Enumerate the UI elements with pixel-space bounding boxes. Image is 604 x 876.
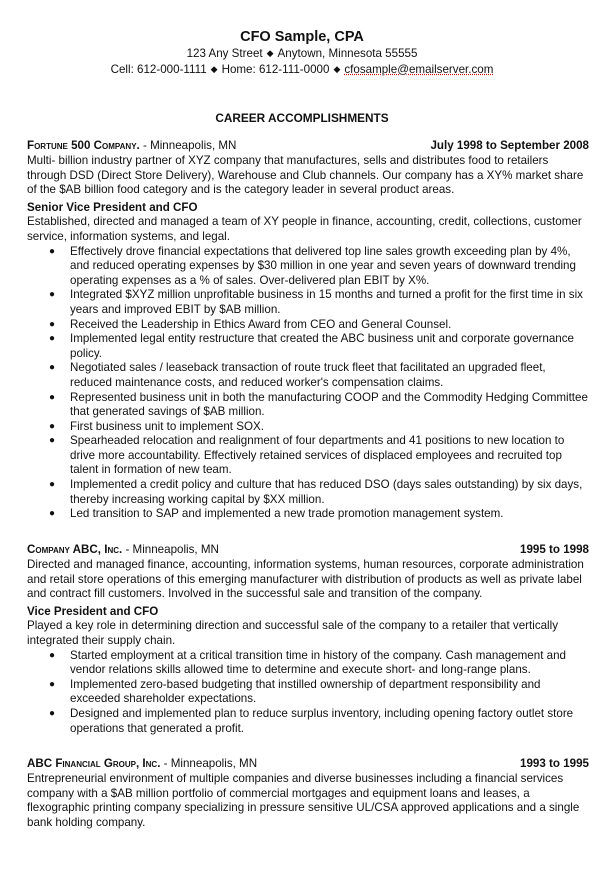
- job-dates: 1995 to 1998: [520, 543, 589, 556]
- job-header: [27, 543, 589, 558]
- bullet-icon: ●: [49, 508, 56, 520]
- bullet-icon: ●: [49, 435, 56, 447]
- list-item: ● Integrated $XYZ million unprofitable business in 15 months and turned a profit for the first time in six years and improved EBIT by $AB million.: [49, 288, 583, 316]
- job-entry: [27, 543, 589, 736]
- list-item: ● Effectively drove financial expectations that delivered top line sales growth exceeding plan by 4%, and reduced operating expenses by $30 million in one year and seven years of downward trending operating expenses as a % of sales. Over-delivered plan EBIT by X%.: [49, 244, 576, 287]
- bullet-icon: ●: [49, 479, 56, 491]
- job-location: - Minneapolis, MN: [139, 139, 237, 152]
- company-description: Multi- billion industry partner of XYZ company that manufactures, sells and distributes food to retailers through DSD (Direct Store Delivery), Warehouse and Club channels. Our company has a XY% market share of the $AB billion food category and is the category leader in several product areas.: [27, 154, 584, 197]
- job-title: Vice President and CFO: [27, 604, 159, 618]
- diamond-separator-icon: ◆: [210, 63, 218, 74]
- bullet-icon: ●: [49, 289, 56, 301]
- list-item: ● Received the Leadership in Ethics Award from CEO and General Counsel.: [49, 317, 452, 331]
- resume-header: [0, 29, 604, 77]
- job-entry: [27, 139, 589, 522]
- list-item: ● First business unit to implement SOX.: [49, 419, 264, 433]
- company-name: ABC Financial Group, Inc.: [27, 757, 161, 770]
- role-description: Played a key role in determining direction and successful sale of the company to a retailer that vertically integrated their supply chain.: [27, 619, 559, 647]
- section-title: CAREER ACCOMPLISHMENTS: [215, 111, 389, 125]
- cell-phone: Cell: 612-000-1111: [110, 62, 207, 76]
- bullet-icon: ●: [49, 362, 56, 374]
- contact-line: [0, 62, 604, 78]
- address-city: Anytown, Minnesota 55555: [277, 47, 418, 60]
- bullet-icon: ●: [49, 649, 56, 661]
- bullet-icon: ●: [49, 333, 56, 345]
- diamond-separator-icon: ◆: [266, 48, 274, 58]
- accomplishment-list: [27, 245, 589, 522]
- list-item: ● Implemented zero-based budgeting that instilled ownership of department responsibility and exceeded shareholder expectations.: [49, 677, 541, 706]
- candidate-name: CFO Sample, CPA: [240, 29, 364, 45]
- company-name: Company ABC, Inc.: [27, 543, 123, 556]
- address-line: [0, 46, 604, 62]
- job-title: Senior Vice President and CFO: [27, 200, 198, 214]
- accomplishment-list: [27, 649, 589, 737]
- job-location: - Minneapolis, MN: [160, 757, 258, 770]
- job-header: [27, 757, 589, 772]
- job-entry: [27, 757, 589, 830]
- list-item: ● Led transition to SAP and implemented a new trade promotion management system.: [49, 507, 504, 521]
- bullet-icon: ●: [49, 678, 56, 690]
- list-item: ● Designed and implemented plan to reduce surplus inventory, including opening factory outlet store operations that generated a profit.: [49, 706, 574, 735]
- list-item: ● Spearheaded relocation and realignment of four departments and 41 positions to new location to drive more accountability. Effectively retained services of displaced employees and recruited top talent in formation of new team.: [49, 434, 565, 477]
- list-item: ● Represented business unit in both the manufacturing COOP and the Commodity Hedging Committee that generated savings of $AB million.: [49, 390, 588, 419]
- list-item: ● Implemented a credit policy and culture that has reduced DSO (days sales outstanding) by six days, thereby increasing working capital by $XX million.: [49, 478, 583, 506]
- company-description: Directed and managed finance, accounting, information systems, human resources, corporate administration and retail store operations of this emerging manufacturer with distribution of products as well as private label and contract fill customers. Involved in the successful sale and transition of the company.: [27, 558, 584, 601]
- bullet-icon: ●: [49, 391, 56, 403]
- job-location: - Minneapolis, MN: [122, 543, 219, 556]
- email-address[interactable]: cfosample@emailserver.com: [344, 62, 494, 76]
- home-phone: Home: 612-111-0000: [221, 62, 330, 76]
- list-item: ● Negotiated sales / leaseback transaction of route truck fleet that facilitated an upgraded fleet, reduced maintenance costs, and reduced worker's compensation claims.: [49, 361, 546, 389]
- bullet-icon: ●: [49, 245, 56, 257]
- list-item: ● Started employment at a critical transition time in history of the company. Cash management and vendor relations skills allowed time to determine and execute short- and long-range plans.: [49, 648, 566, 677]
- bullet-icon: ●: [49, 420, 56, 432]
- job-header: [27, 139, 589, 154]
- bullet-icon: ●: [49, 707, 56, 719]
- role-description: Established, directed and managed a team of XY people in finance, accounting, credit, collections, customer service, information systems, and legal.: [27, 215, 582, 243]
- company-description: Entrepreneurial environment of multiple companies and diverse businesses including a financial services company with a $AB million portfolio of commercial mortgages and equipment loans and leases, a flexographic printing company specializing in pressure sensitive UL/CSA approved applications and a single bank holding company.: [27, 772, 580, 829]
- list-item: ● Implemented legal entity restructure that created the ABC business unit and corporate governance policy.: [49, 332, 574, 360]
- address-street: 123 Any Street: [186, 47, 263, 60]
- job-dates: July 1998 to September 2008: [430, 139, 589, 152]
- job-dates: 1993 to 1995: [520, 757, 589, 770]
- bullet-icon: ●: [49, 318, 56, 330]
- diamond-separator-icon: ◆: [333, 63, 341, 74]
- company-name: Fortune 500 Company.: [27, 139, 140, 152]
